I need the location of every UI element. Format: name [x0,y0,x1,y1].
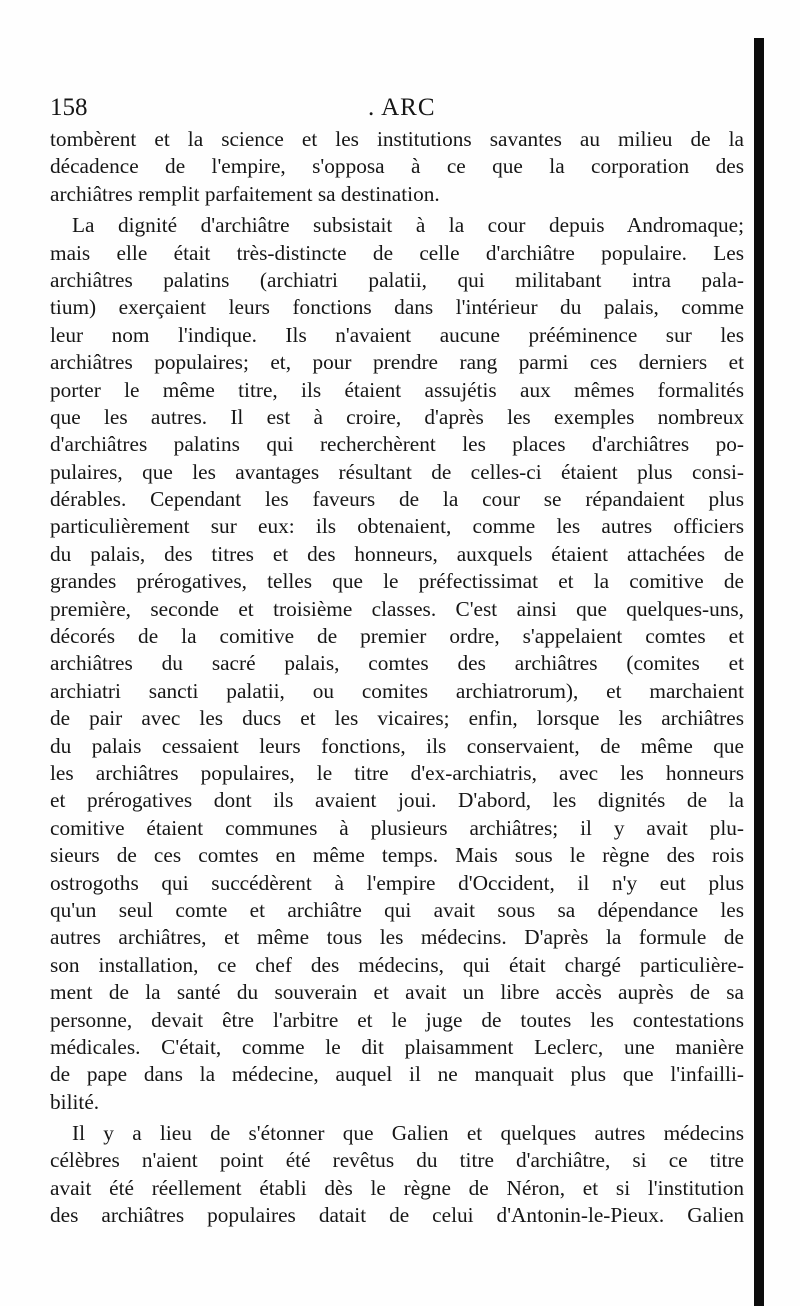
text-line: pulaires, que les avantages résultant de celles-ci étaient plus consi- [50,459,744,484]
text-line: de pair avec les ducs et les vicaires; enfin, lorsque les archiâtres [50,706,744,731]
running-head: . ARC [368,94,436,121]
text-line: grandes prérogatives, telles que le préfectissimat et la comitive de [50,569,744,594]
text-line: particulièrement sur eux: ils obtenaient, comme les autres officiers [50,514,744,539]
text-line: bilité. [50,1089,100,1114]
text-line: que les autres. Il est à croire, d'après les exemples nombreux [50,404,744,429]
text-line: sieurs de ces comtes en même temps. Mais sous le règne des rois [50,843,744,868]
text-line: de pape dans la médecine, auquel il ne manquait plus que l'infailli- [50,1062,744,1087]
paragraph-1 [50,126,744,208]
text-line: médicales. C'était, comme le dit plaisamment Leclerc, une manière [50,1034,744,1059]
text-line: ment de la santé du souverain et avait un libre accès auprès de sa [50,980,744,1005]
text-line: leur nom l'indique. Ils n'avaient aucune prééminence sur les [50,322,744,347]
text-line: autres archiâtres, et même tous les médecins. D'après la formule de [50,925,744,950]
text-line: tombèrent et la science et les institutions savantes au milieu de la [50,127,744,151]
text-line: qu'un seul comte et archiâtre qui avait sous sa dépendance les [50,897,744,922]
text-line: mais elle était très-distincte de celle d'archiâtre populaire. Les [50,240,744,265]
paragraph-2 [50,212,744,1116]
text-line: son installation, ce chef des médecins, qui était chargé particulière- [50,952,744,977]
text-line: décadence de l'empire, s'opposa à ce que la corporation des [50,154,744,179]
text-line: d'archiâtres palatins qui recherchèrent les places d'archiâtres po- [50,432,744,457]
text-line: dérables. Cependant les faveurs de la cour se répandaient plus [50,487,744,512]
text-line: Il y a lieu de s'étonner que Galien et quelques autres médecins [72,1121,744,1146]
scan-edge-shadow [754,38,764,1306]
text-line: du palais, des titres et des honneurs, auxquels étaient attachées de [50,541,744,566]
page-number: 158 [50,94,88,121]
text-line: décorés de la comitive de premier ordre, s'appelaient comtes et [50,624,744,649]
text-line: avait été réellement établi dès le règne de Néron, et si l'institution [50,1175,744,1200]
text-line: première, seconde et troisième classes. C'est ainsi que quelques-uns, [50,596,744,621]
text-line: tium) exerçaient leurs fonctions dans l'intérieur du palais, comme [50,295,744,320]
text-line: des archiâtres populaires datait de celui d'Antonin-le-Pieux. Galien [50,1203,744,1228]
text-line: les archiâtres populaires, le titre d'ex-archiatris, avec les honneurs [50,760,744,785]
text-line: La dignité d'archiâtre subsistait à la cour depuis Andromaque; [72,213,744,238]
text-line: archiâtres palatins (archiatri palatii, qui militabant intra pala- [50,267,744,292]
text-line: ostrogoths qui succédèrent à l'empire d'Occident, il n'y eut plus [50,870,744,895]
text-line: archiâtres du sacré palais, comtes des archiâtres (comites et [50,651,744,676]
text-line: archiâtres populaires; et, pour prendre rang parmi ces derniers et [50,350,744,375]
text-line: comitive étaient communes à plusieurs archiâtres; il y avait plu- [50,815,744,840]
text-line: personne, devait être l'arbitre et le juge de toutes les contestations [50,1007,744,1032]
text-line: du palais cessaient leurs fonctions, ils conservaient, de même que [50,733,744,758]
text-line: célèbres n'aient point été revêtus du titre d'archiâtre, si ce titre [50,1148,744,1173]
text-line: archiâtres remplit parfaitement sa destination. [50,181,440,206]
paragraph-3 [50,1120,744,1230]
text-line: et prérogatives dont ils avaient joui. D'abord, les dignités de la [50,788,744,813]
body-text [50,126,744,1230]
text-line: archiatri sancti palatii, ou comites archiatrorum), et marchaient [50,678,744,703]
page-header [50,88,730,128]
text-line: porter le même titre, ils étaient assujétis aux mêmes formalités [50,377,744,402]
